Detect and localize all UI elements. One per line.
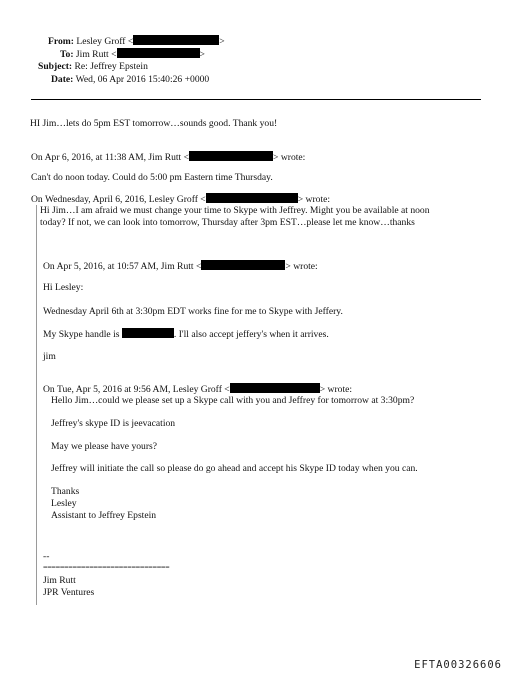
quote4-attribution	[43, 383, 352, 396]
to-label: To:	[60, 49, 74, 60]
skype-post: . I'll also accept jeffery's when it arrives.	[173, 329, 329, 340]
signature-name: Jim Rutt	[43, 575, 76, 586]
quote4-line4: Jeffrey will initiate the call so please do go ahead and accept his Skype ID today when you can.	[51, 463, 418, 474]
quote3-attribution	[43, 260, 318, 273]
date-value: Wed, 06 Apr 2016 15:40:26 +0000	[75, 74, 210, 85]
document-id: EFTA00326606	[414, 659, 502, 672]
redaction-box	[189, 151, 273, 161]
to-line	[60, 48, 205, 61]
to-value: Jim Rutt <	[75, 49, 117, 60]
quote4-line1: Hello Jim…could we please set up a Skype call with you and Jeffrey for tomorrow at 3:30pm?	[51, 395, 415, 406]
signature-dashes: --	[43, 551, 50, 562]
from-line	[48, 35, 225, 48]
subject-label: Subject:	[38, 61, 73, 72]
header-divider	[31, 99, 481, 100]
redaction-box	[133, 35, 219, 45]
quote2-line2: today? If not, we can look into tomorrow, Thursday after 3pm EST…please let me know…thanks	[40, 217, 415, 228]
subject-value: Re: Jeffrey Epstein	[74, 61, 148, 72]
quote4-attr-post: > wrote:	[319, 384, 353, 395]
quote4-attr-pre: On Tue, Apr 5, 2016 at 9:56 AM, Lesley Groff <	[43, 384, 230, 395]
signature-separator: ==============================	[43, 563, 170, 572]
quote2-attr-post: > wrote:	[297, 194, 331, 205]
subject-line	[38, 61, 148, 73]
redaction-box	[201, 260, 285, 270]
redaction-box	[122, 328, 174, 338]
to-close: >	[199, 49, 205, 60]
quote3-attr-pre: On Apr 5, 2016, at 10:57 AM, Jim Rutt <	[43, 261, 202, 272]
quote3-attr-post: > wrote:	[285, 261, 318, 272]
quote3-skype-line	[43, 328, 329, 341]
closing-thanks: Thanks	[51, 486, 80, 497]
quote2-attribution	[31, 193, 330, 206]
redaction-box	[206, 193, 298, 203]
quote1-attr-pre: On Apr 6, 2016, at 11:38 AM, Jim Rutt <	[31, 152, 190, 163]
quote4-line3: May we please have yours?	[51, 441, 158, 452]
quote-bar	[36, 205, 37, 605]
redaction-box	[117, 48, 200, 58]
closing-name: Lesley	[51, 498, 77, 509]
date-line	[51, 74, 209, 86]
quote4-line2: Jeffrey's skype ID is jeevacation	[51, 418, 176, 429]
quote2-attr-pre: On Wednesday, April 6, 2016, Lesley Groff <	[31, 194, 206, 205]
quote1-attribution	[31, 151, 305, 164]
from-value: Lesley Groff <	[76, 36, 134, 47]
quote1-body: Can't do noon today. Could do 5:00 pm Eastern time Thursday.	[31, 172, 273, 183]
quote3-line1: Wednesday April 6th at 3:30pm EDT works fine for me to Skype with Jeffery.	[43, 306, 343, 317]
quote3-sign: jim	[43, 351, 56, 362]
from-close: >	[219, 36, 225, 47]
date-label: Date:	[51, 74, 74, 85]
quote1-attr-post: > wrote:	[273, 152, 306, 163]
reply-text: HI Jim…lets do 5pm EST tomorrow…sounds good. Thank you!	[30, 118, 278, 129]
signature-company: JPR Ventures	[43, 587, 95, 598]
from-label: From:	[48, 36, 74, 47]
quote3-greeting: Hi Lesley:	[43, 282, 84, 293]
closing-title: Assistant to Jeffrey Epstein	[51, 510, 157, 521]
skype-pre: My Skype handle is	[43, 329, 120, 340]
quote2-line1: Hi Jim…I am afraid we must change your time to Skype with Jeffrey. Might you be available at noon	[40, 205, 430, 216]
redaction-box	[230, 383, 320, 393]
